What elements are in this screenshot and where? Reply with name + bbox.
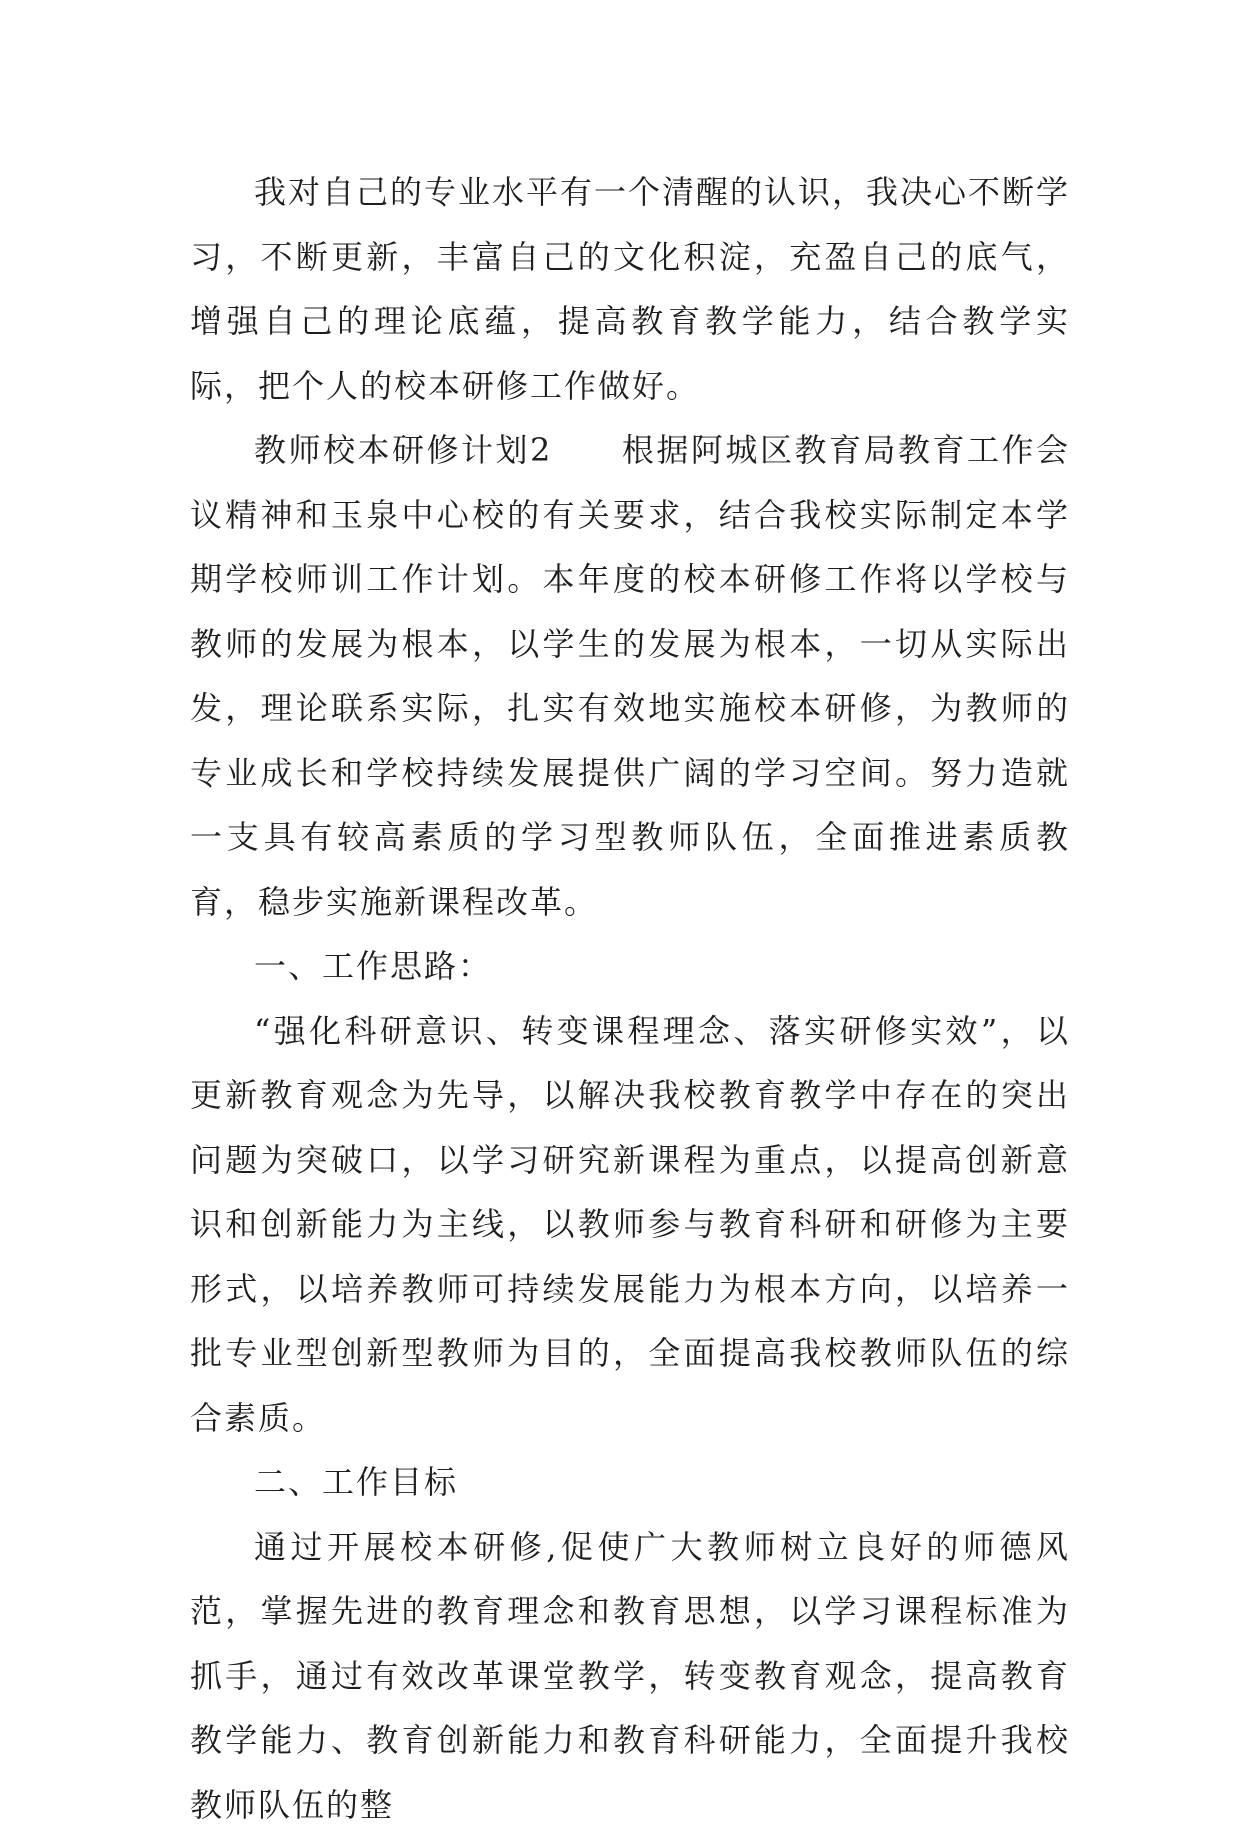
section-heading-work-approach: 一、工作思路： <box>190 934 1070 999</box>
paragraph-plan-intro: 教师校本研修计划2 根据阿城区教育局教育工作会议精神和玉泉中心校的有关要求，结合我校实际制定本学期学校师训工作计划。本年度的校本研修工作将以学校与教师的发展为根本，以学生的发展为根本，一切从实际出发，理论联系实际，扎实有效地实施校本研修，为教师的专业成长和学校持续发展提供广阔的学习空间。努力造就一支具有较高素质的学习型教师队伍，全面推进素质教育，稳步实施新课程改革。 <box>190 418 1070 934</box>
section-heading-work-goals: 二、工作目标 <box>190 1450 1070 1515</box>
paragraph-self-assessment: 我对自己的专业水平有一个清醒的认识，我决心不断学习，不断更新，丰富自己的文化积淀，充盈自己的底气，增强自己的理论底蕴，提高教育教学能力，结合教学实际，把个人的校本研修工作做好。 <box>190 160 1070 418</box>
paragraph-work-goals: 通过开展校本研修,促使广大教师树立良好的师德风范，掌握先进的教育理念和教育思想，以学习课程标准为抓手，通过有效改革课堂教学，转变教育观念，提高教育教学能力、教育创新能力和教育科研能力，全面提升我校教师队伍的整 <box>190 1515 1070 1837</box>
paragraph-work-approach: “强化科研意识、转变课程理念、落实研修实效”，以更新教育观念为先导，以解决我校教育教学中存在的突出问题为突破口，以学习研究新课程为重点，以提高创新意识和创新能力为主线，以教师参与教育科研和研修为主要形式，以培养教师可持续发展能力为根本方向，以培养一批专业型创新型教师为目的，全面提高我校教师队伍的综合素质。 <box>190 999 1070 1451</box>
document-body <box>190 160 1070 1837</box>
